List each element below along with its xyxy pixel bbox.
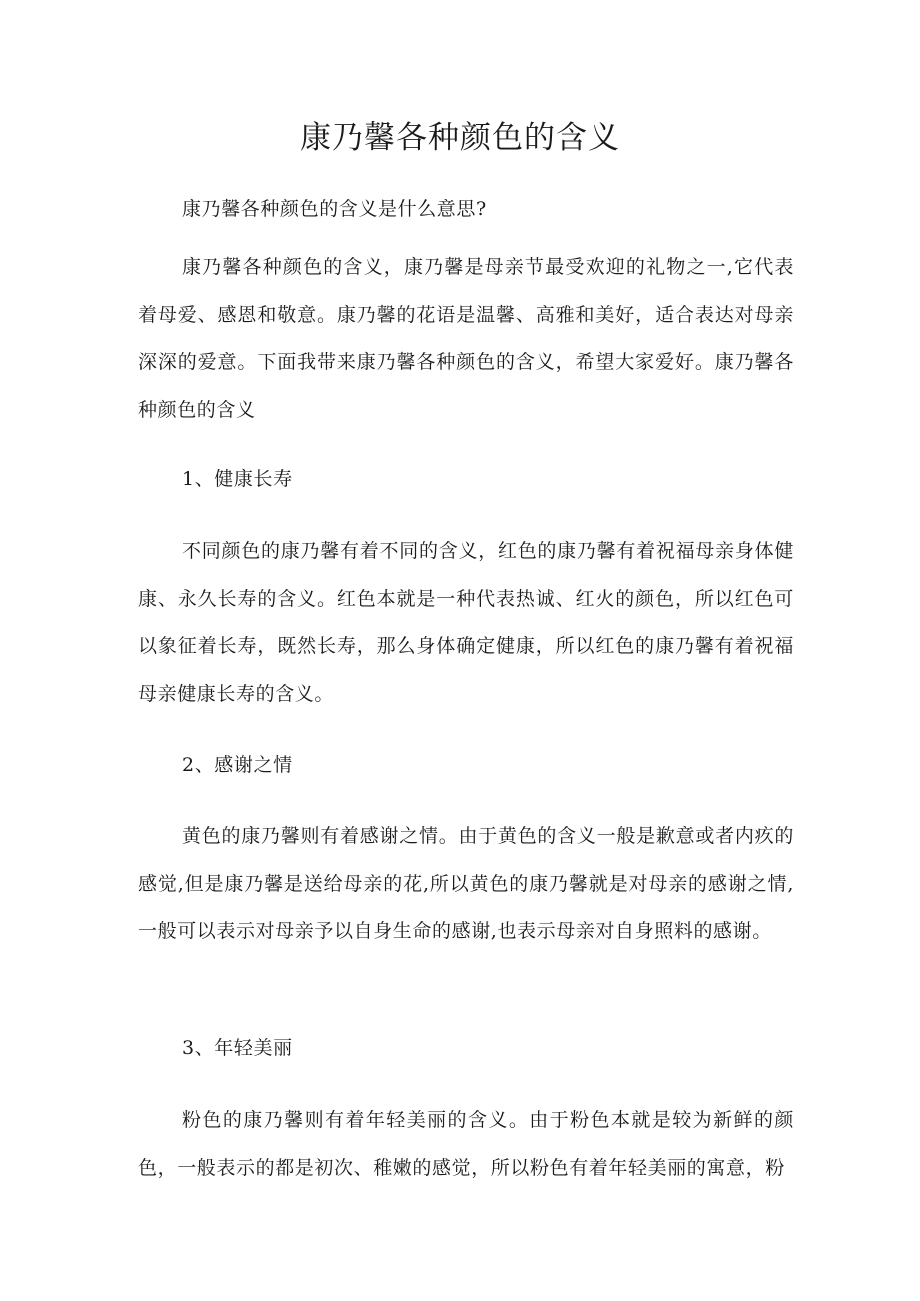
intro-paragraph: 康乃馨各种颜色的含义，康乃馨是母亲节最受欢迎的礼物之一,它代表着母爱、感恩和敬意。康乃馨的花语是温馨、高雅和美好，适合表达对母亲深深的爱意。下面我带来康乃馨各种颜色的含义，希望大家爱好。康乃馨各种颜色的含义	[138, 256, 794, 421]
section-heading-3: 3、年轻美丽	[182, 1037, 293, 1059]
section-heading-2: 2、感谢之情	[182, 754, 293, 776]
document-title: 康乃馨各种颜色的含义	[300, 120, 620, 156]
section-body-2: 黄色的康乃馨则有着感谢之情。由于黄色的含义一般是歉意或者内疚的感觉,但是康乃馨是送给母亲的花,所以黄色的康乃馨就是对母亲的感谢之情,一般可以表示对母亲予以自身生命的感谢,也表示母亲对自身照料的感谢。	[138, 825, 794, 942]
section-body-3: 粉色的康乃馨则有着年轻美丽的含义。由于粉色本就是较为新鲜的颜色，一般表示的都是初次、稚嫩的感觉，所以粉色有着年轻美丽的寓意，粉	[138, 1109, 794, 1179]
question-paragraph: 康乃馨各种颜色的含义是什么意思?	[182, 198, 487, 220]
section-heading-1: 1、健康长寿	[182, 468, 293, 490]
section-body-1: 不同颜色的康乃馨有着不同的含义，红色的康乃馨有着祝福母亲身体健康、永久长寿的含义。红色本就是一种代表热诚、红火的颜色，所以红色可以象征着长寿，既然长寿，那么身体确定健康，所以红色的康乃馨有着祝福母亲健康长寿的含义。	[138, 540, 794, 705]
